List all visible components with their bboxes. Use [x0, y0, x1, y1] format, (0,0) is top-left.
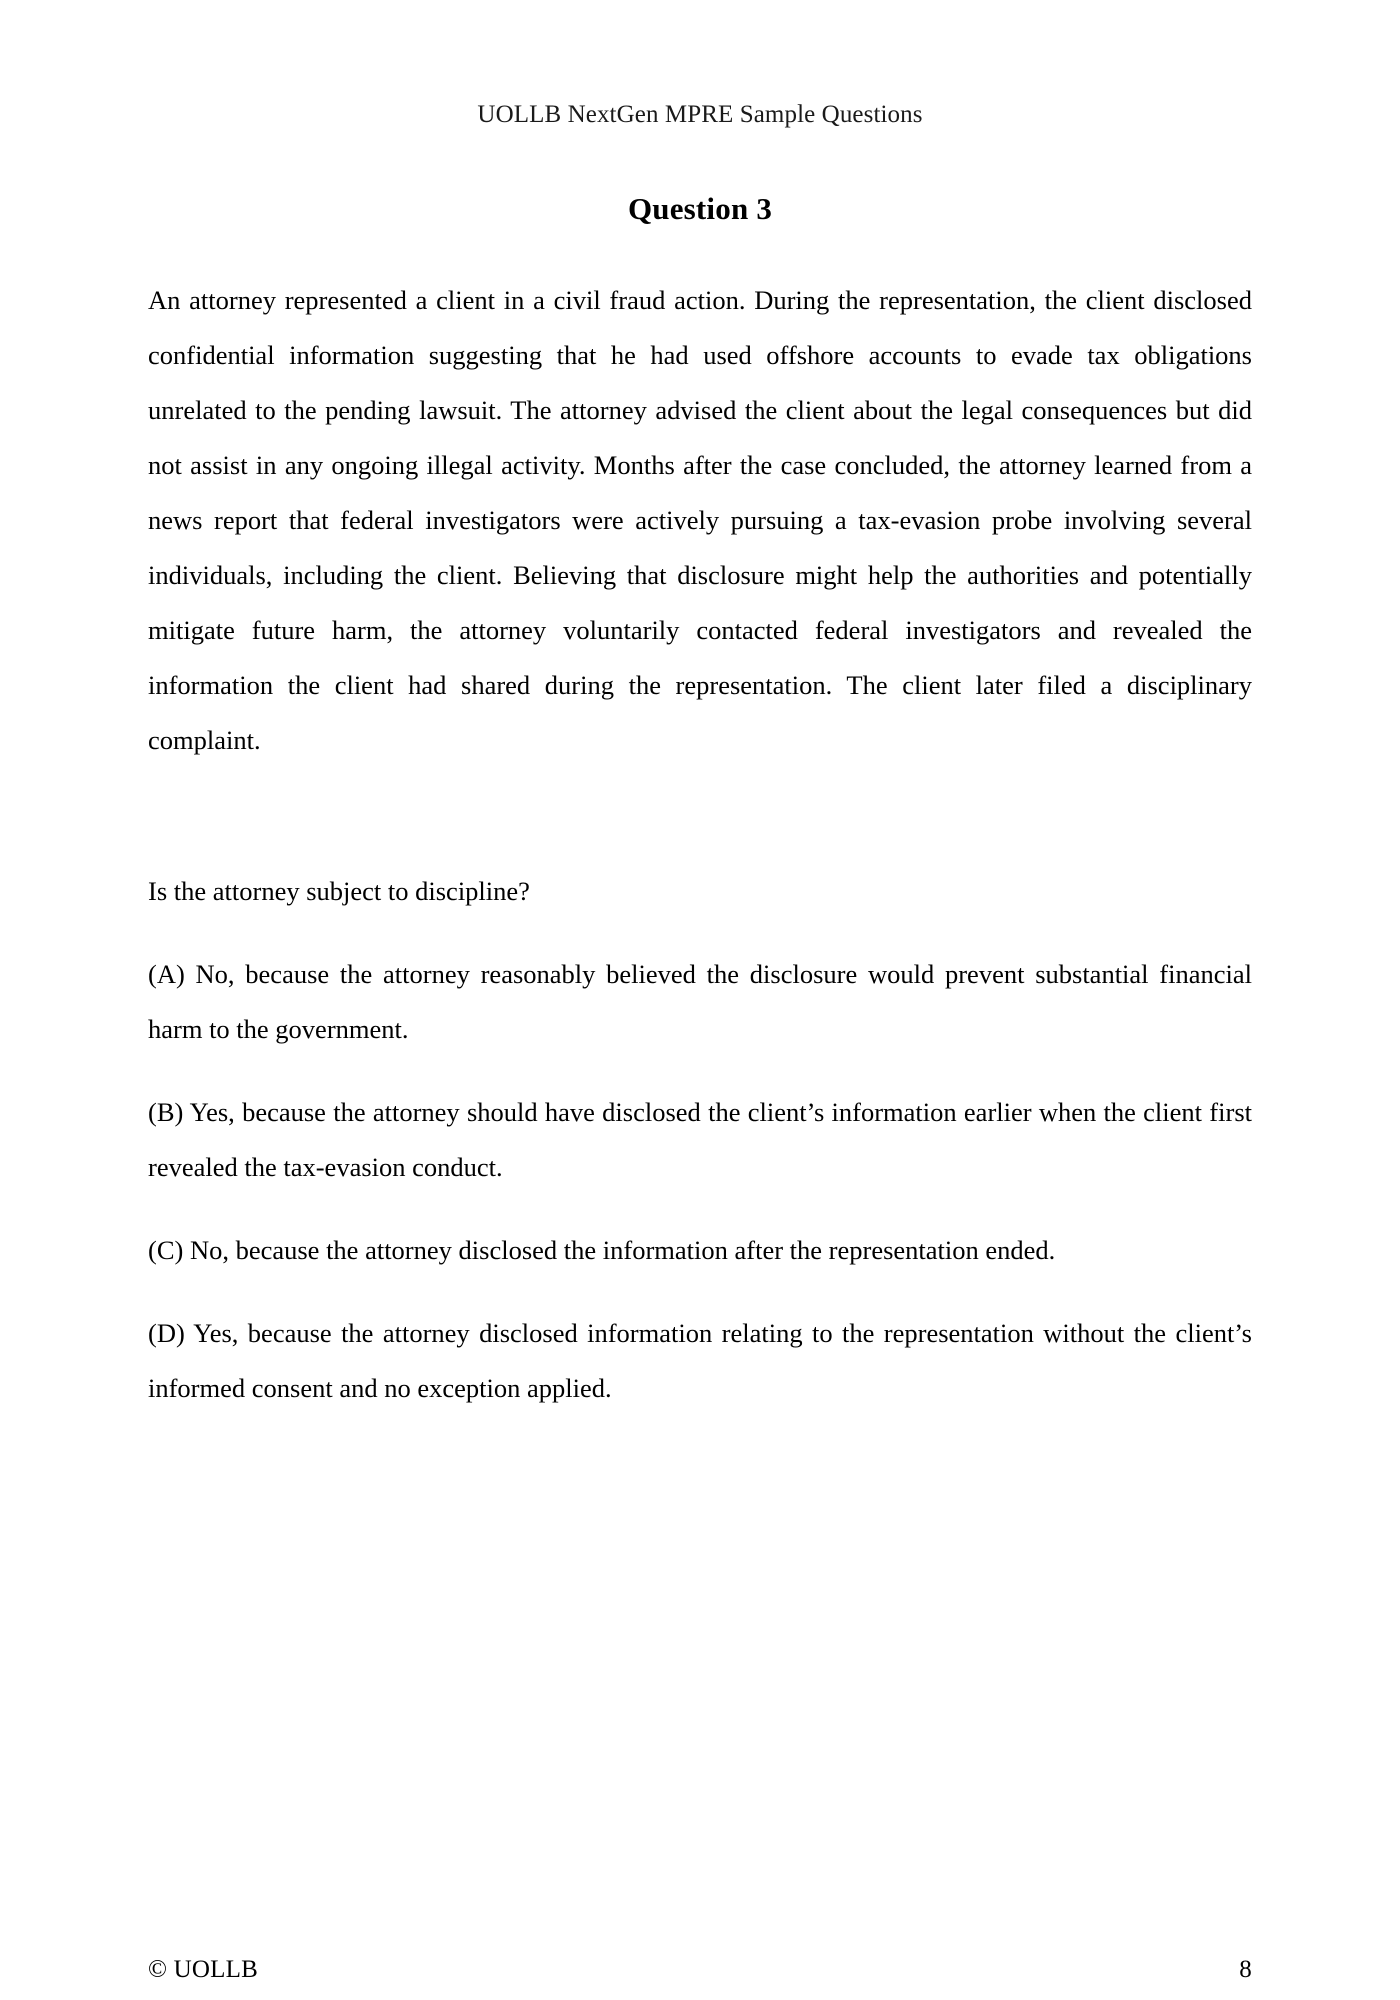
fact-pattern-paragraph: An attorney represented a client in a civil fraud action. During the representation, the client disclosed confidential information suggesting that he had used offshore accounts to evade tax obligations unrelated to the pending lawsuit. The attorney advised the client about the legal consequences but did not assist in any ongoing illegal activity. Months after the case concluded, the attorney learned from a news report that federal investigators were actively pursuing a tax-evasion probe involving several individuals, including the client. Believing that disclosure might help the authorities and potentially mitigate future harm, the attorney voluntarily contacted federal investigators and revealed the information the client had shared during the representation. The client later filed a disciplinary complaint.: [148, 285, 1252, 756]
answer-choice-d[interactable]: (D) Yes, because the attorney disclosed information relating to the representation without the client’s informed consent and no exception applied.: [148, 1318, 1252, 1404]
page-footer: [148, 1940, 1252, 2000]
answer-choice-b[interactable]: (B) Yes, because the attorney should have disclosed the client’s information earlier when the client first revealed the tax-evasion conduct.: [148, 1097, 1252, 1183]
question-title: Question 3: [627, 191, 773, 226]
call-of-question-block: [148, 864, 1252, 919]
page-content: [148, 190, 1252, 1416]
answer-choice-a[interactable]: (A) No, because the attorney reasonably believed the disclosure would prevent substantial financial harm to the government.: [148, 959, 1252, 1045]
footer-copyright: © UOLLB: [148, 1956, 258, 1983]
answer-choices-list: [148, 947, 1252, 1416]
answer-choice-c[interactable]: (C) No, because the attorney disclosed the information after the representation ended.: [148, 1235, 1056, 1266]
running-header: UOLLB NextGen MPRE Sample Questions: [477, 101, 923, 128]
call-of-question: Is the attorney subject to discipline?: [148, 876, 530, 907]
footer-page-number: 8: [1239, 1956, 1252, 1983]
